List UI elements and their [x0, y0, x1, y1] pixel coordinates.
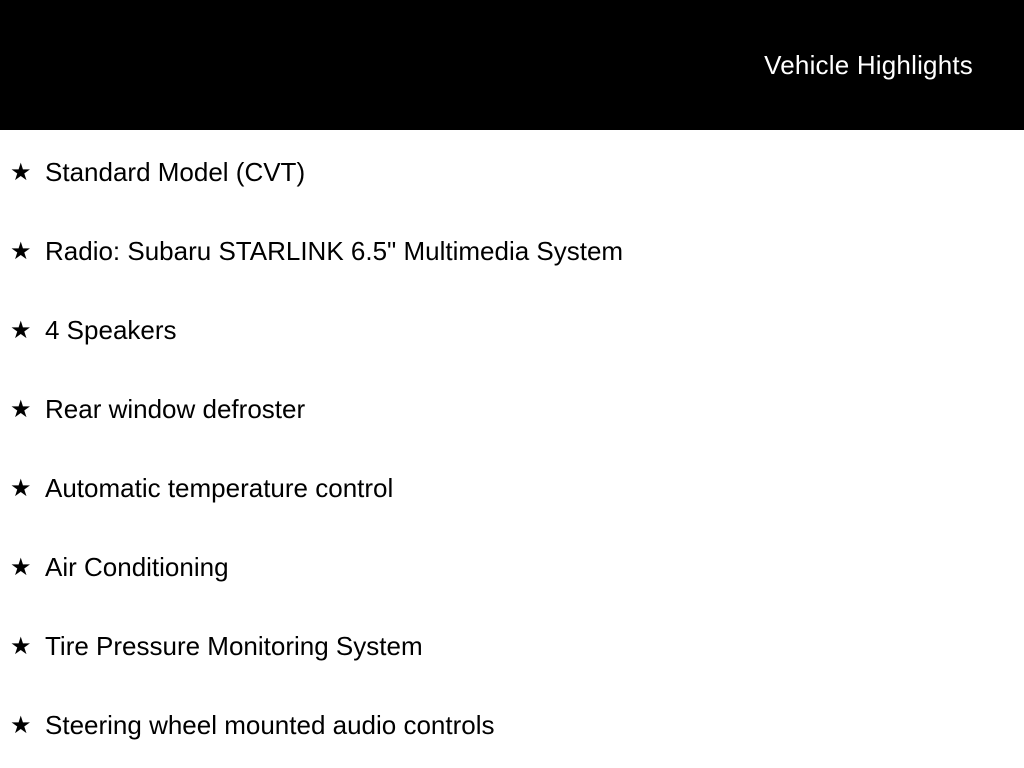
list-item-label: Radio: Subaru STARLINK 6.5" Multimedia System: [45, 236, 624, 267]
star-icon: ★: [10, 158, 32, 186]
list-item: [0, 212, 1024, 291]
star-icon: ★: [10, 711, 32, 739]
list-item-label: Air Conditioning: [45, 552, 229, 583]
list-item: [0, 291, 1024, 370]
list-item-label: Standard Model (CVT): [45, 157, 306, 188]
list-item-label: Rear window defroster: [45, 394, 306, 425]
list-item-label: 4 Speakers: [45, 315, 177, 346]
list-item-label: Tire Pressure Monitoring System: [45, 631, 423, 662]
star-icon: ★: [10, 395, 32, 423]
list-item-label: Automatic temperature control: [45, 473, 394, 504]
star-icon: ★: [10, 316, 32, 344]
star-icon: ★: [10, 237, 32, 265]
list-item-label: Steering wheel mounted audio controls: [45, 710, 495, 741]
star-icon: ★: [10, 553, 32, 581]
highlights-list: [0, 130, 1024, 765]
list-item: [0, 686, 1024, 765]
list-item: [0, 370, 1024, 449]
page-header: [0, 0, 1024, 130]
star-icon: ★: [10, 632, 32, 660]
list-item: [0, 133, 1024, 212]
list-item: [0, 528, 1024, 607]
page-title: Vehicle Highlights: [764, 49, 973, 80]
star-icon: ★: [10, 474, 32, 502]
list-item: [0, 607, 1024, 686]
list-item: [0, 449, 1024, 528]
